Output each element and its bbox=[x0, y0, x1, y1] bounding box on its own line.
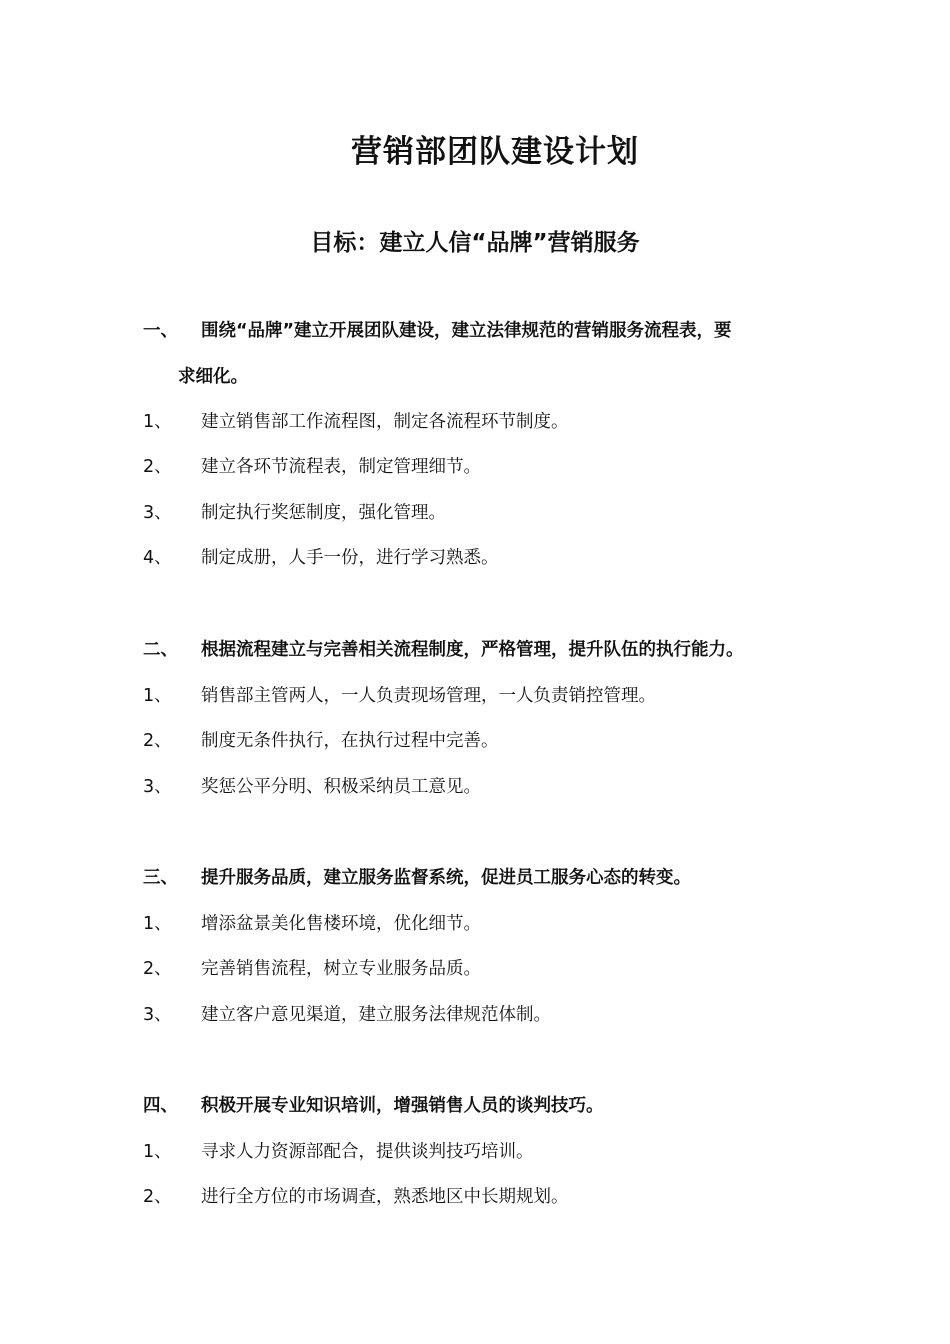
list-item bbox=[143, 1185, 823, 1209]
item-text: 奖惩公平分明、积极采纳员工意见。 bbox=[201, 777, 481, 797]
section-number: 二、 bbox=[143, 640, 178, 660]
item-number: 2、 bbox=[143, 457, 172, 477]
section-1-heading bbox=[143, 319, 823, 343]
item-number: 4、 bbox=[143, 548, 172, 568]
item-text: 进行全方位的市场调查，熟悉地区中长期规划。 bbox=[201, 1187, 569, 1207]
item-number: 3、 bbox=[143, 777, 172, 797]
item-text: 建立销售部工作流程图，制定各流程环节制度。 bbox=[201, 412, 569, 432]
list-item bbox=[143, 1140, 823, 1164]
item-text: 制定成册，人手一份，进行学习熟悉。 bbox=[201, 548, 499, 568]
document-title: 营销部团队建设计划 bbox=[351, 134, 639, 170]
item-number: 2、 bbox=[143, 959, 172, 979]
list-item bbox=[143, 684, 823, 708]
item-number: 1、 bbox=[143, 686, 172, 706]
section-heading-text: 围绕“品牌”建立开展团队建设，建立法律规范的营销服务流程表，要 bbox=[201, 321, 732, 341]
list-item bbox=[143, 775, 823, 799]
list-item bbox=[143, 912, 823, 936]
item-number: 2、 bbox=[143, 1187, 172, 1207]
section-2-heading bbox=[143, 638, 823, 662]
item-number: 3、 bbox=[143, 1005, 172, 1025]
section-1-heading-continued: 求细化。 bbox=[178, 367, 248, 387]
item-number: 1、 bbox=[143, 1142, 172, 1162]
document-subtitle: 目标：建立人信“品牌”营销服务 bbox=[310, 230, 640, 256]
list-item bbox=[143, 729, 823, 753]
item-text: 制度无条件执行，在执行过程中完善。 bbox=[201, 731, 499, 751]
item-number: 2、 bbox=[143, 731, 172, 751]
section-heading-text: 提升服务品质，建立服务监督系统，促进员工服务心态的转变。 bbox=[201, 868, 691, 888]
section-3-heading bbox=[143, 866, 823, 890]
item-text: 寻求人力资源部配合，提供谈判技巧培训。 bbox=[201, 1142, 534, 1162]
section-heading-text: 积极开展专业知识培训，增强销售人员的谈判技巧。 bbox=[201, 1096, 604, 1116]
item-text: 制定执行奖惩制度，强化管理。 bbox=[201, 503, 446, 523]
section-4-heading bbox=[143, 1094, 823, 1118]
section-number: 一、 bbox=[143, 321, 178, 341]
section-number: 三、 bbox=[143, 868, 178, 888]
item-text: 建立各环节流程表，制定管理细节。 bbox=[201, 457, 481, 477]
list-item bbox=[143, 410, 823, 434]
item-number: 3、 bbox=[143, 503, 172, 523]
list-item bbox=[143, 546, 823, 570]
item-number: 1、 bbox=[143, 412, 172, 432]
item-text: 完善销售流程，树立专业服务品质。 bbox=[201, 959, 481, 979]
item-number: 1、 bbox=[143, 914, 172, 934]
item-text: 建立客户意见渠道，建立服务法律规范体制。 bbox=[201, 1005, 551, 1025]
section-heading-text: 根据流程建立与完善相关流程制度，严格管理，提升队伍的执行能力。 bbox=[201, 640, 744, 660]
section-number: 四、 bbox=[143, 1096, 178, 1116]
list-item bbox=[143, 1003, 823, 1027]
item-text: 增添盆景美化售楼环境，优化细节。 bbox=[201, 914, 481, 934]
list-item bbox=[143, 957, 823, 981]
list-item bbox=[143, 501, 823, 525]
item-text: 销售部主管两人，一人负责现场管理，一人负责销控管理。 bbox=[201, 686, 656, 706]
list-item bbox=[143, 455, 823, 479]
